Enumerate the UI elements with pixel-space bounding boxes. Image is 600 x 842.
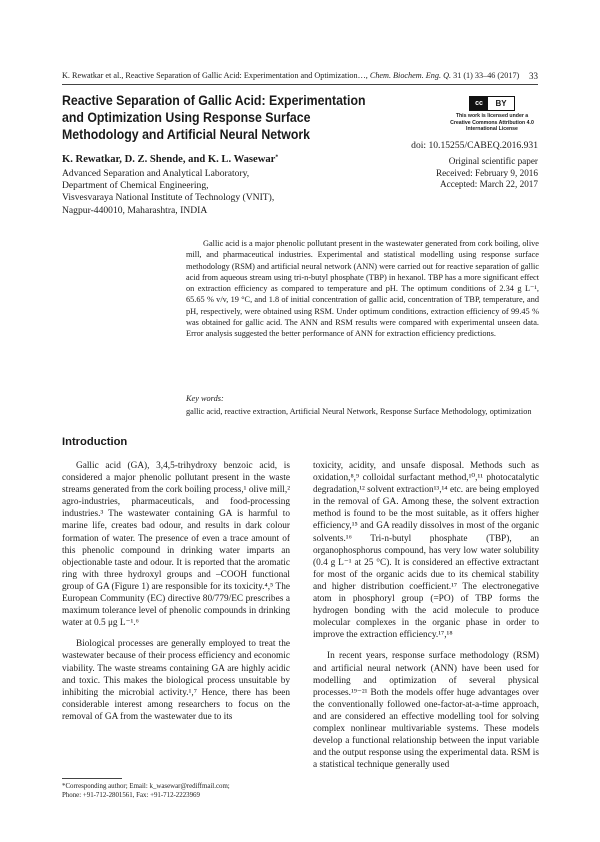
license-block [447,92,537,133]
paragraph: toxicity, acidity, and unsafe disposal. Methods such as oxidation,⁸,⁹ colloidal surfactant method,¹⁰,¹¹ photocatalytic degradation,¹² solvent extraction¹³,¹⁴ etc. are being employed in the removal of GA. Among these, the solvent extraction method is found to be the most suitable, as it offers higher efficiency,¹⁵ and GA readily dissolves in most of the organic solvents.¹⁶ Tri-n-butyl phosphate (TBP), an organophosphorus compound, has very low water solubility (0.4 g L⁻¹ at 25 °C). It is considered an effective extractant for most of the organic acids due to its chemical stability and higher distribution coefficient.¹⁷ The electronegative atom in phosphoryl group (=PO) of TBP forms the hydrogen bonding with the acid molecule to produce molecular complexes in the organic phase in order to improve the extraction efficiency.¹⁷,¹⁸ [313,461,539,641]
journal-name: Chem. Biochem. Eng. Q. [369,71,452,80]
affiliation-line: Visvesvaraya National Institute of Technology (VNIT), [62,192,275,204]
section-heading-introduction: Introduction [62,436,128,448]
journal-volume: 31 (1) 33–46 (2017) [451,71,520,80]
paragraph: In recent years, response surface methodology (RSM) and artificial neural network (ANN) have been used for modelling and optimization of several physical processes.¹⁹⁻²¹ Both the models offer huge advantages over the conventionally followed one-factor-at-a-time approach, and are considered an effective modelling tool for solving complex nonlinear multivariable systems. These models develop a functional relationship between the input variable and the output response using the experimental data. RSM is a statistical technique generally used [313,651,539,771]
cc-icon: cc [470,97,488,110]
doi[interactable]: doi: 10.15255/CABEQ.2016.931 [411,140,538,151]
footnote [62,782,292,800]
by-icon: BY [495,99,507,108]
accepted-date: Accepted: March 22, 2017 [440,179,538,190]
article-title: Reactive Separation of Gallic Acid: Experimentation and Optimization Using Response Surface Methodology and Artificial Neural Network [62,93,366,142]
abstract-text: Gallic acid is a major phenolic pollutant present in the wastewater generated from cork boiling, olive mill, and pharmaceutical industries. Experimental and statistical modelling using response surface methodology (RSM) and artificial neural network (ANN) were carried out for reactive separation of gallic acid from aqueous stream using tri-n-butyl phosphate (TBP) in hexanol. TBP has a more significant effect on extraction efficiency as compared to temperature and pH. The optimum conditions of 2.34 g L⁻¹, 65.65 % v/v, 19 °C, and 1.8 of initial concentration of gallic acid, concentration of TBP, temperature, and pH, respectively, were obtained using RSM. Under optimum conditions, extraction efficiency of 99.45 % was obtained for gallic acid. The ANN and RSM results were compared with experimental unseen data. Error analysis suggested the better performance of ANN for extraction efficiency predictions. [186,239,539,339]
keywords-label: Key words: [186,394,224,403]
abstract [186,238,539,340]
body-column-right [313,460,539,771]
affiliation [62,168,274,217]
paragraph: Gallic acid (GA), 3,4,5-trihydroxy benzoic acid, is considered a major phenolic pollutant present in the waste streams generated from the cork boiling process,¹ olive mill,² agro-industries, pharmaceuticals, and food-processing industries.³ The wastewater containing GA is harmful to marine life, creates bad odour, and results in dark colour formation of water. The presence of even a trace amount of this phenolic compound in drinking water imparts an objectionable taste and odour. It is reported that the aromatic ring with three hydroxyl groups and –COOH functional group of GA (Figure 1) are responsible for its toxicity.⁴,⁵ The European Community (EC) directive 80/779/EC prescribes a maximum tolerance level of phenolic compounds in drinking water at 0.5 μg L⁻¹.⁶ [62,461,290,629]
page-number: 33 [529,71,538,81]
paragraph: Biological processes are generally employed to treat the wastewater because of their process efficiency and economic viability. The waste streams containing GA are highly acidic and toxic. This makes the biological process unsuitable by inhibiting the microbial activity.¹,⁷ Hence, there has been considerable interest among researchers to focus on the removal of GA from the wastewater due to its [62,639,290,722]
author-list [62,154,278,165]
affiliation-line: Department of Chemical Engineering, [62,180,209,192]
keywords: gallic acid, reactive extraction, Artificial Neural Network, Response Surface Methodology, optimization [186,407,532,416]
cc-by-badge[interactable] [469,96,515,111]
footnote-divider [62,778,122,779]
article-meta [436,156,538,191]
footnote-contact: *Corresponding author; Email: k_wasewar@rediffmail.com; [62,783,230,790]
running-header [62,71,538,80]
running-head-text: K. Rewatkar et al., Reactive Separation of Gallic Acid: Experimentation and Optimization…, [62,71,370,80]
received-date: Received: February 9, 2016 [435,167,538,178]
footnote-phone: Phone: +91-712-2801561, Fax: +91-712-2223969 [62,792,200,800]
authors: K. Rewatkar, D. Z. Shende, and K. L. Wasewar [62,154,276,165]
body-column-left [62,460,290,723]
affiliation-line: Nagpur-440010, Maharashtra, INDIA [62,204,208,216]
header-divider [62,84,538,85]
affiliation-line: Advanced Separation and Analytical Laboratory, [62,168,250,179]
article-type: Original scientific paper [448,156,538,166]
license-text: This work is licensed under a Creative Commons Attribution 4.0 International License [450,113,534,132]
corresponding-marker: * [275,154,279,161]
